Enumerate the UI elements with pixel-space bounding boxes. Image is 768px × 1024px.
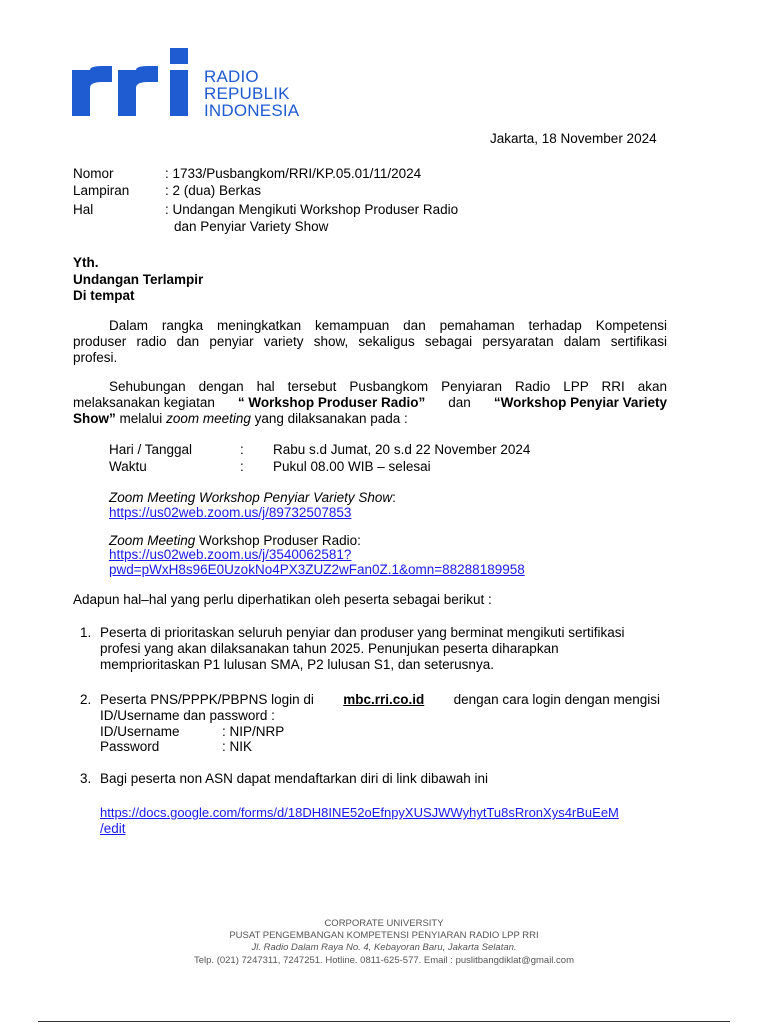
workshop-penyiar-title: “Workshop Penyiar Variety <box>493 395 667 410</box>
zoom2-link-line1[interactable]: https://us02web.zoom.us/j/3540062581? <box>109 547 352 562</box>
para2-line2 <box>73 395 667 412</box>
zoom1-title-text: Zoom Meeting Workshop Penyiar Variety Show <box>109 490 393 505</box>
footer-line3: Jl. Radio Dalam Raya No. 4, Kebayoran Baru, Jakarta Selatan. <box>251 942 517 953</box>
logo-text-republik: REPUBLIK <box>204 84 290 103</box>
day-label: Hari / Tanggal <box>109 442 193 457</box>
google-form-link-line2[interactable]: /edit <box>100 821 126 836</box>
footer-line2: PUSAT PENGEMBANGAN KOMPETENSI PENYIARAN RADIO LPP RRI <box>229 930 539 941</box>
id-username-value: : NIP/NRP <box>222 724 285 739</box>
logo-text-indonesia: INDONESIA <box>204 101 300 120</box>
para1-line1: Dalam rangka meningkatkan kemampuan dan pemahaman terhadap Kompetensi <box>109 318 667 333</box>
time-value: Pukul 08.00 WIB – selesai <box>273 459 431 474</box>
list-item-3-line1: Bagi peserta non ASN dapat mendaftarkan diri di link dibawah ini <box>100 771 488 786</box>
para2-line3-a: Show” <box>73 411 116 426</box>
lampiran-label: Lampiran <box>73 183 130 198</box>
list-number-1: 1. <box>80 625 92 640</box>
day-colon: : <box>240 442 244 457</box>
hal-value-2: dan Penyiar Variety Show <box>174 219 329 234</box>
recipient-name: Undangan Terlampir <box>73 272 204 287</box>
footer-rule <box>38 1021 730 1022</box>
zoom2-link-line2[interactable]: pwd=pWxH8s96E0UzokNo4PX3ZUZ2wFan0Z.1&omn=88288189958 <box>109 562 525 577</box>
list-item-2-line1 <box>100 692 660 709</box>
time-label: Waktu <box>109 459 147 474</box>
footer-line1: CORPORATE UNIVERSITY <box>324 918 444 929</box>
zoom2-title-b: Workshop Produser Radio: <box>195 533 361 548</box>
day-value: Rabu s.d Jumat, 20 s.d 22 November 2024 <box>273 442 531 457</box>
para2-line3-d: yang dilaksanakan pada : <box>254 411 408 426</box>
para1-line2: produser radio dan penyiar variety show, sekaligus sebagai persyaratan dalam sertifikasi <box>73 334 667 349</box>
list-number-3: 3. <box>80 771 92 786</box>
list-item-2-line1-c: dengan cara login dengan mengisi <box>453 692 660 707</box>
mbc-link[interactable]: mbc.rri.co.id <box>343 692 425 707</box>
para2-line1: Sehubungan dengan hal tersebut Pusbangkom Penyiaran Radio LPP RRI akan <box>109 379 667 394</box>
nomor-value: : 1733/Pusbangkom/RRI/KP.05.01/11/2024 <box>165 166 422 181</box>
para2-line3-b: melalui <box>119 411 163 426</box>
recipient-place: Di tempat <box>73 288 135 303</box>
password-value: : NIK <box>222 739 253 754</box>
hal-label: Hal <box>73 202 94 217</box>
logo-text-radio: RADIO <box>204 67 259 86</box>
zoom1-link[interactable]: https://us02web.zoom.us/j/89732507853 <box>109 505 352 520</box>
list-item-1-line3: memprioritaskan P1 lulusan SMA, P2 lulusan S1, dan seterusnya. <box>100 657 494 672</box>
zoom2-title-a: Zoom Meeting <box>109 533 196 548</box>
google-form-link-line1[interactable]: https://docs.google.com/forms/d/18DH8INE52oEfnpyXUSJWWyhytTu8sRronXys4rBuEeM <box>100 805 619 820</box>
id-username-label: ID/Username <box>100 724 180 739</box>
list-item-1-line2: profesi yang akan dilaksanakan tahun 2025. Penunjukan peserta diharapkan <box>100 641 559 656</box>
para1-line3: profesi. <box>73 350 118 365</box>
letter-date: Jakarta, 18 November 2024 <box>490 131 657 146</box>
list-number-2: 2. <box>80 692 92 707</box>
footer-line4: Telp. (021) 7247311, 7247251. Hotline. 0811-625-577. Email : puslitbangdiklat@gmail.com <box>193 955 575 966</box>
recipient-yth: Yth. <box>73 255 99 270</box>
rri-logo <box>72 48 192 116</box>
para2-line3 <box>73 411 408 428</box>
lampiran-value: : 2 (dua) Berkas <box>165 183 262 198</box>
list-item-2-line1-a: Peserta PNS/PPPK/PBPNS login di <box>100 692 314 707</box>
time-colon: : <box>240 459 244 474</box>
notes-intro: Adapun hal–hal yang perlu diperhatikan oleh peserta sebagai berikut : <box>73 592 492 607</box>
list-item-2-line2: ID/Username dan password : <box>100 708 275 723</box>
list-item-1-line1: Peserta di prioritaskan seluruh penyiar dan produser yang berminat mengikuti sertifikasi <box>100 625 625 640</box>
para2-line2-c: dan <box>448 395 471 410</box>
para2-line3-c: zoom meeting <box>166 411 251 426</box>
para2-line2-a: melaksanakan kegiatan <box>73 395 215 410</box>
rri-logo-icon <box>72 48 192 116</box>
nomor-label: Nomor <box>73 166 114 181</box>
zoom1-title-suffix: : <box>392 490 396 505</box>
workshop-produser-title: “ Workshop Produser Radio” <box>237 395 426 410</box>
password-label: Password <box>100 739 160 754</box>
hal-value-1: : Undangan Mengikuti Workshop Produser Radio <box>165 202 459 217</box>
